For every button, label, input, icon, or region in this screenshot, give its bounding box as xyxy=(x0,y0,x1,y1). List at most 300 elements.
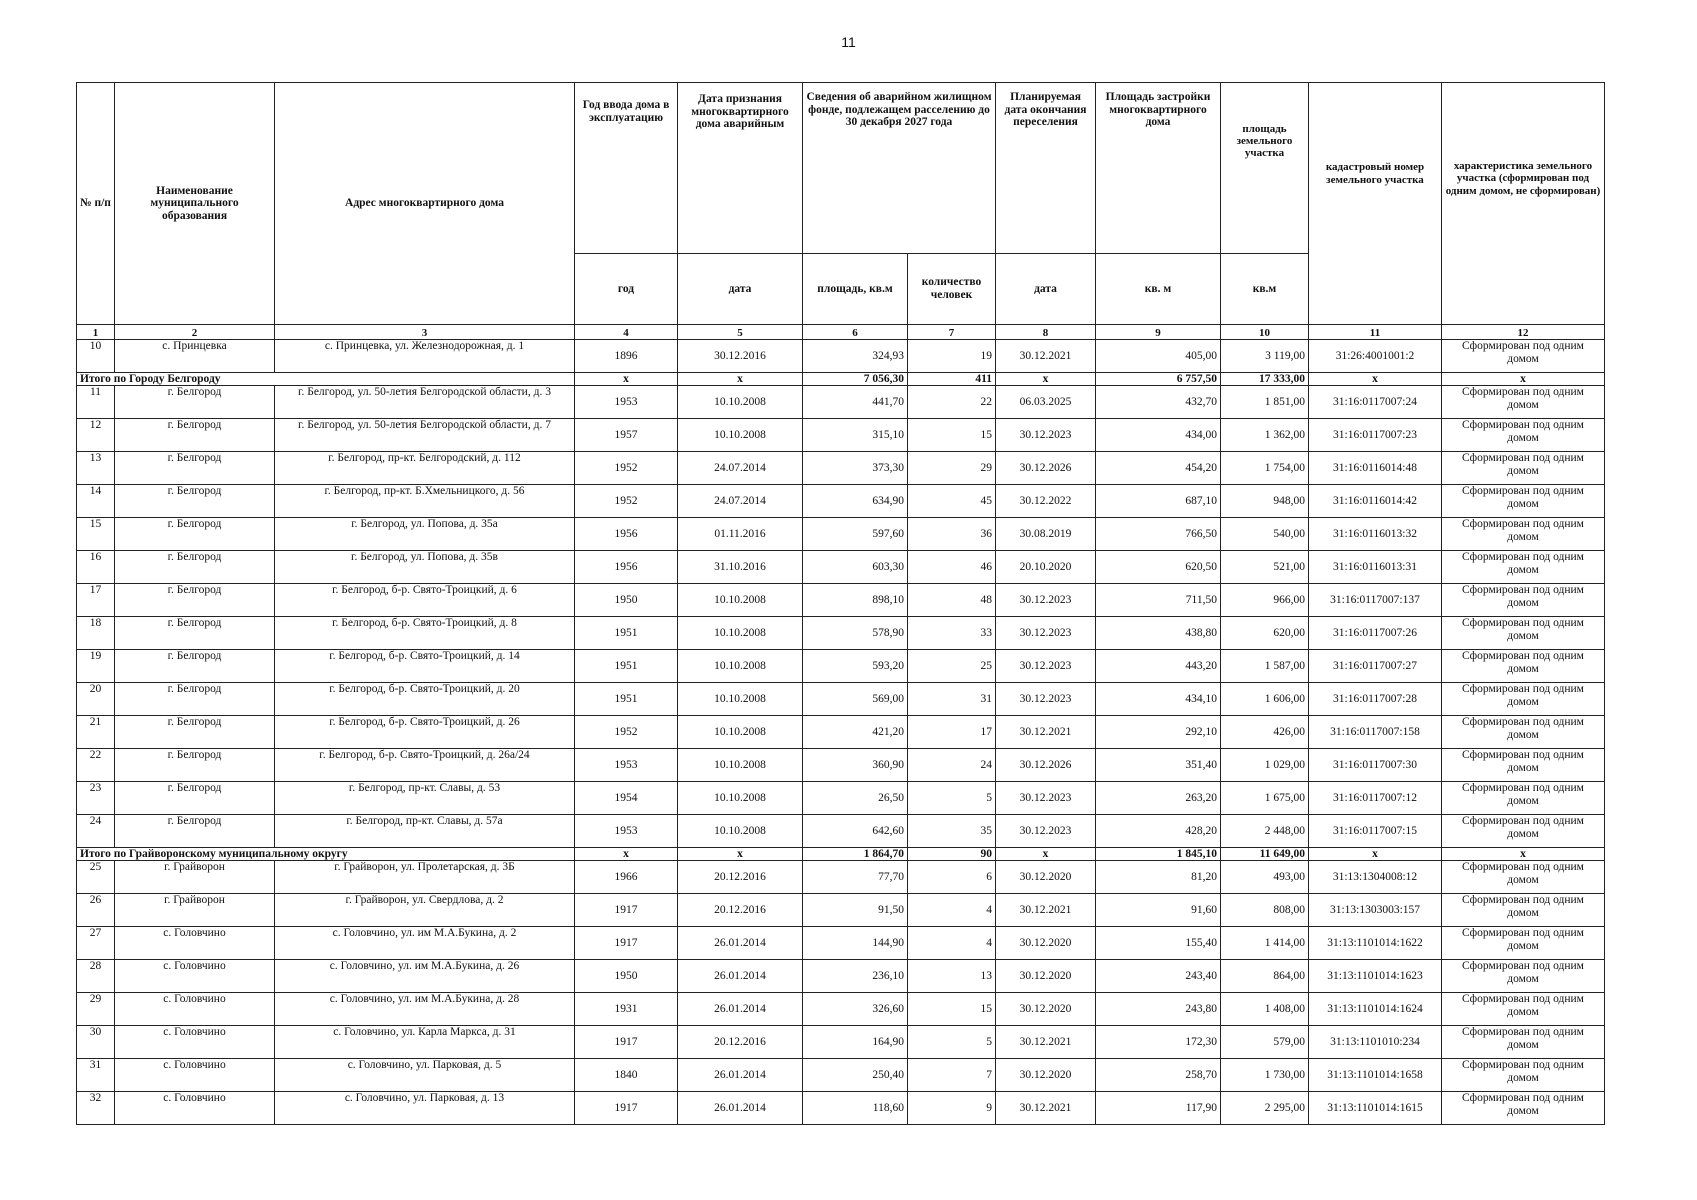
cell-characteristic: Сформирован под одним домом xyxy=(1442,815,1605,848)
column-number: 4 xyxy=(575,325,678,340)
cell-people: 31 xyxy=(908,683,996,716)
cell-land-area: 808,00 xyxy=(1221,894,1309,927)
column-number: 9 xyxy=(1096,325,1221,340)
cell-year: 1951 xyxy=(575,650,678,683)
cell-municipality: г. Белгород xyxy=(115,815,275,848)
cell-municipality: г. Белгород xyxy=(115,782,275,815)
cell-building-area: 1 845,10 xyxy=(1096,848,1221,861)
cell-municipality: с. Головчино xyxy=(115,1026,275,1059)
cell-address: г. Белгород, ул. Попова, д. 35в xyxy=(275,551,575,584)
cell-address: с. Головчино, ул. Карла Маркса, д. 31 xyxy=(275,1026,575,1059)
cell-people: 411 xyxy=(908,373,996,386)
cell-building-area: 620,50 xyxy=(1096,551,1221,584)
cell-address: г. Грайворон, ул. Пролетарская, д. 3Б xyxy=(275,861,575,894)
cell-year: 1951 xyxy=(575,683,678,716)
cell-recognition-date: 26.01.2014 xyxy=(678,1092,803,1125)
cell-people: 36 xyxy=(908,518,996,551)
cell-address: с. Принцевка, ул. Железнодорожная, д. 1 xyxy=(275,340,575,373)
cell-num: 16 xyxy=(77,551,115,584)
cell-characteristic: Сформирован под одним домом xyxy=(1442,485,1605,518)
cell-planned-date: 30.12.2020 xyxy=(996,960,1096,993)
cell-building-area: 428,20 xyxy=(1096,815,1221,848)
table-row xyxy=(77,419,1605,452)
cell-planned-date: 30.12.2020 xyxy=(996,1059,1096,1092)
cell-cadastral: 31:13:1101014:1622 xyxy=(1309,927,1442,960)
column-number: 3 xyxy=(275,325,575,340)
cell-area: 77,70 xyxy=(803,861,908,894)
cell-characteristic: Сформирован под одним домом xyxy=(1442,617,1605,650)
cell-planned-date: 06.03.2025 xyxy=(996,386,1096,419)
cell-num: 30 xyxy=(77,1026,115,1059)
cell-address: г. Белгород, б-р. Свято-Троицкий, д. 8 xyxy=(275,617,575,650)
cell-cadastral: 31:16:0117007:26 xyxy=(1309,617,1442,650)
cell-building-area: 172,30 xyxy=(1096,1026,1221,1059)
cell-planned-date: 30.12.2021 xyxy=(996,894,1096,927)
cell-municipality: г. Белгород xyxy=(115,518,275,551)
cell-land-area: 1 029,00 xyxy=(1221,749,1309,782)
cell-address: г. Белгород, б-р. Свято-Троицкий, д. 20 xyxy=(275,683,575,716)
cell-area: 91,50 xyxy=(803,894,908,927)
cell-people: 5 xyxy=(908,1026,996,1059)
column-number-row xyxy=(77,325,1605,340)
cell-cadastral: 31:16:0117007:158 xyxy=(1309,716,1442,749)
header-recognition-date: Дата признания многоквартирного дома аварийным xyxy=(678,83,803,254)
cell-building-area: 258,70 xyxy=(1096,1059,1221,1092)
cell-land-area: 521,00 xyxy=(1221,551,1309,584)
cell-area: 315,10 xyxy=(803,419,908,452)
cell-people: 46 xyxy=(908,551,996,584)
column-number: 10 xyxy=(1221,325,1309,340)
cell-building-area: 351,40 xyxy=(1096,749,1221,782)
cell-planned-date: х xyxy=(996,848,1096,861)
cell-characteristic: Сформирован под одним домом xyxy=(1442,1059,1605,1092)
cell-area: 7 056,30 xyxy=(803,373,908,386)
page-number: 11 xyxy=(841,34,856,50)
cell-year: 1896 xyxy=(575,340,678,373)
cell-recognition-date: 10.10.2008 xyxy=(678,419,803,452)
cell-land-area: 579,00 xyxy=(1221,1026,1309,1059)
cell-people: 7 xyxy=(908,1059,996,1092)
cell-num: 15 xyxy=(77,518,115,551)
cell-planned-date: 30.12.2023 xyxy=(996,683,1096,716)
cell-characteristic: Сформирован под одним домом xyxy=(1442,386,1605,419)
cell-cadastral: 31:16:0117007:27 xyxy=(1309,650,1442,683)
cell-year: х xyxy=(575,848,678,861)
subheader-building-unit: кв. м xyxy=(1096,254,1221,325)
cell-area: 569,00 xyxy=(803,683,908,716)
cell-cadastral: 31:13:1303003:157 xyxy=(1309,894,1442,927)
header-year-built: Год ввода дома в эксплуатацию xyxy=(575,83,678,254)
cell-num: 24 xyxy=(77,815,115,848)
subheader-people: количество человек xyxy=(908,254,996,325)
table-row xyxy=(77,485,1605,518)
cell-num: 29 xyxy=(77,993,115,1026)
cell-year: 1956 xyxy=(575,518,678,551)
header-emergency-fund: Сведения об аварийном жилищном фонде, подлежащем расселению до 30 декабря 2027 года xyxy=(803,83,996,254)
cell-characteristic: Сформирован под одним домом xyxy=(1442,894,1605,927)
cell-area: 642,60 xyxy=(803,815,908,848)
cell-land-area: 2 448,00 xyxy=(1221,815,1309,848)
cell-characteristic: Сформирован под одним домом xyxy=(1442,861,1605,894)
table-row xyxy=(77,716,1605,749)
cell-characteristic: Сформирован под одним домом xyxy=(1442,993,1605,1026)
cell-building-area: 438,80 xyxy=(1096,617,1221,650)
cell-people: 25 xyxy=(908,650,996,683)
header-characteristic: характеристика земельного участка (сформирован под одним домом, не сформирован) xyxy=(1442,83,1605,325)
cell-building-area: 434,10 xyxy=(1096,683,1221,716)
cell-land-area: 1 414,00 xyxy=(1221,927,1309,960)
cell-recognition-date: 10.10.2008 xyxy=(678,584,803,617)
cell-people: 9 xyxy=(908,1092,996,1125)
cell-cadastral: 31:16:0117007:28 xyxy=(1309,683,1442,716)
subtotal-row xyxy=(77,373,1605,386)
cell-building-area: 243,40 xyxy=(1096,960,1221,993)
column-number: 2 xyxy=(115,325,275,340)
cell-recognition-date: 20.12.2016 xyxy=(678,1026,803,1059)
subheader-date: дата xyxy=(678,254,803,325)
subtotal-row xyxy=(77,848,1605,861)
cell-address: г. Белгород, пр-кт. Славы, д. 53 xyxy=(275,782,575,815)
cell-cadastral: 31:13:1101014:1624 xyxy=(1309,993,1442,1026)
cell-recognition-date: 31.10.2016 xyxy=(678,551,803,584)
cell-address: г. Грайворон, ул. Свердлова, д. 2 xyxy=(275,894,575,927)
cell-municipality: с. Головчино xyxy=(115,927,275,960)
cell-characteristic: Сформирован под одним домом xyxy=(1442,650,1605,683)
cell-municipality: г. Белгород xyxy=(115,584,275,617)
cell-planned-date: 30.08.2019 xyxy=(996,518,1096,551)
cell-area: 324,93 xyxy=(803,340,908,373)
column-number: 11 xyxy=(1309,325,1442,340)
table-row xyxy=(77,1092,1605,1125)
cell-num: 26 xyxy=(77,894,115,927)
table-row xyxy=(77,894,1605,927)
cell-area: 360,90 xyxy=(803,749,908,782)
cell-area: 144,90 xyxy=(803,927,908,960)
cell-num: 32 xyxy=(77,1092,115,1125)
cell-municipality: с. Принцевка xyxy=(115,340,275,373)
column-number: 1 xyxy=(77,325,115,340)
cell-recognition-date: 10.10.2008 xyxy=(678,617,803,650)
cell-people: 22 xyxy=(908,386,996,419)
cell-municipality: г. Белгород xyxy=(115,617,275,650)
cell-planned-date: 30.12.2023 xyxy=(996,617,1096,650)
cell-cadastral: 31:16:0117007:23 xyxy=(1309,419,1442,452)
cell-characteristic: х xyxy=(1442,373,1605,386)
cell-recognition-date: 24.07.2014 xyxy=(678,452,803,485)
cell-area: 421,20 xyxy=(803,716,908,749)
table-row xyxy=(77,782,1605,815)
cell-year: 1957 xyxy=(575,419,678,452)
cell-planned-date: х xyxy=(996,373,1096,386)
cell-area: 603,30 xyxy=(803,551,908,584)
header-cadastral: кадастровый номер земельного участка xyxy=(1309,83,1442,325)
cell-characteristic: Сформирован под одним домом xyxy=(1442,782,1605,815)
cell-address: г. Белгород, пр-кт. Белгородский, д. 112 xyxy=(275,452,575,485)
cell-cadastral: 31:13:1101014:1623 xyxy=(1309,960,1442,993)
cell-people: 5 xyxy=(908,782,996,815)
cell-people: 90 xyxy=(908,848,996,861)
cell-land-area: 1 851,00 xyxy=(1221,386,1309,419)
cell-characteristic: Сформирован под одним домом xyxy=(1442,716,1605,749)
cell-land-area: 1 587,00 xyxy=(1221,650,1309,683)
cell-land-area: 17 333,00 xyxy=(1221,373,1309,386)
cell-municipality: с. Головчино xyxy=(115,960,275,993)
cell-municipality: г. Белгород xyxy=(115,452,275,485)
cell-municipality: г. Белгород xyxy=(115,419,275,452)
cell-year: 1917 xyxy=(575,1092,678,1125)
cell-land-area: 2 295,00 xyxy=(1221,1092,1309,1125)
subtotal-label: Итого по Грайворонскому муниципальному округу xyxy=(77,848,575,861)
cell-num: 11 xyxy=(77,386,115,419)
cell-year: 1952 xyxy=(575,452,678,485)
cell-year: 1953 xyxy=(575,815,678,848)
table-row xyxy=(77,386,1605,419)
cell-area: 898,10 xyxy=(803,584,908,617)
cell-area: 593,20 xyxy=(803,650,908,683)
cell-building-area: 243,80 xyxy=(1096,993,1221,1026)
cell-address: г. Белгород, б-р. Свято-Троицкий, д. 26а/24 xyxy=(275,749,575,782)
cell-characteristic: Сформирован под одним домом xyxy=(1442,960,1605,993)
table-row xyxy=(77,749,1605,782)
cell-num: 25 xyxy=(77,861,115,894)
subheader-year: год xyxy=(575,254,678,325)
subheader-area: площадь, кв.м xyxy=(803,254,908,325)
cell-planned-date: 30.12.2023 xyxy=(996,782,1096,815)
cell-land-area: 540,00 xyxy=(1221,518,1309,551)
cell-land-area: 493,00 xyxy=(1221,861,1309,894)
cell-num: 19 xyxy=(77,650,115,683)
header-num: № п/п xyxy=(77,83,115,325)
cell-people: 15 xyxy=(908,993,996,1026)
table-row xyxy=(77,617,1605,650)
cell-characteristic: Сформирован под одним домом xyxy=(1442,419,1605,452)
cell-cadastral: 31:13:1101014:1615 xyxy=(1309,1092,1442,1125)
cell-municipality: г. Белгород xyxy=(115,485,275,518)
subheader-planned-date: дата xyxy=(996,254,1096,325)
cell-year: 1951 xyxy=(575,617,678,650)
cell-recognition-date: 10.10.2008 xyxy=(678,716,803,749)
cell-building-area: 766,50 xyxy=(1096,518,1221,551)
cell-recognition-date: 10.10.2008 xyxy=(678,650,803,683)
cell-address: г. Белгород, ул. Попова, д. 35а xyxy=(275,518,575,551)
cell-planned-date: 30.12.2020 xyxy=(996,993,1096,1026)
cell-num: 23 xyxy=(77,782,115,815)
column-number: 12 xyxy=(1442,325,1605,340)
cell-people: 33 xyxy=(908,617,996,650)
cell-municipality: с. Головчино xyxy=(115,1092,275,1125)
table-row xyxy=(77,1026,1605,1059)
cell-year: 1917 xyxy=(575,894,678,927)
cell-recognition-date: х xyxy=(678,373,803,386)
cell-year: 1966 xyxy=(575,861,678,894)
cell-building-area: 117,90 xyxy=(1096,1092,1221,1125)
cell-land-area: 11 649,00 xyxy=(1221,848,1309,861)
cell-year: 1917 xyxy=(575,927,678,960)
cell-people: 19 xyxy=(908,340,996,373)
cell-municipality: г. Белгород xyxy=(115,716,275,749)
cell-municipality: с. Головчино xyxy=(115,993,275,1026)
column-number: 6 xyxy=(803,325,908,340)
cell-year: 1952 xyxy=(575,716,678,749)
cell-address: г. Белгород, пр-кт. Б.Хмельницкого, д. 56 xyxy=(275,485,575,518)
emergency-housing-table xyxy=(76,82,1605,1125)
cell-recognition-date: 26.01.2014 xyxy=(678,1059,803,1092)
cell-municipality: г. Белгород xyxy=(115,650,275,683)
cell-people: 45 xyxy=(908,485,996,518)
cell-address: с. Головчино, ул. Парковая, д. 13 xyxy=(275,1092,575,1125)
cell-municipality: с. Головчино xyxy=(115,1059,275,1092)
cell-cadastral: 31:13:1101014:1658 xyxy=(1309,1059,1442,1092)
header-building-area: Площадь застройки многоквартирного дома xyxy=(1096,83,1221,254)
cell-address: г. Белгород, ул. 50-летия Белгородской области, д. 3 xyxy=(275,386,575,419)
cell-characteristic: Сформирован под одним домом xyxy=(1442,518,1605,551)
cell-characteristic: Сформирован под одним домом xyxy=(1442,452,1605,485)
cell-people: 15 xyxy=(908,419,996,452)
cell-people: 13 xyxy=(908,960,996,993)
cell-people: 35 xyxy=(908,815,996,848)
cell-area: 250,40 xyxy=(803,1059,908,1092)
cell-year: 1952 xyxy=(575,485,678,518)
cell-characteristic: Сформирован под одним домом xyxy=(1442,340,1605,373)
cell-year: 1953 xyxy=(575,749,678,782)
cell-address: г. Белгород, б-р. Свято-Троицкий, д. 6 xyxy=(275,584,575,617)
cell-num: 31 xyxy=(77,1059,115,1092)
cell-planned-date: 30.12.2022 xyxy=(996,485,1096,518)
cell-planned-date: 30.12.2020 xyxy=(996,927,1096,960)
cell-municipality: г. Белгород xyxy=(115,683,275,716)
cell-cadastral: х xyxy=(1309,373,1442,386)
cell-building-area: 454,20 xyxy=(1096,452,1221,485)
cell-num: 13 xyxy=(77,452,115,485)
cell-planned-date: 30.12.2023 xyxy=(996,584,1096,617)
cell-area: 236,10 xyxy=(803,960,908,993)
cell-area: 26,50 xyxy=(803,782,908,815)
cell-characteristic: Сформирован под одним домом xyxy=(1442,1092,1605,1125)
cell-characteristic: х xyxy=(1442,848,1605,861)
cell-recognition-date: 10.10.2008 xyxy=(678,683,803,716)
cell-planned-date: 30.12.2021 xyxy=(996,1026,1096,1059)
cell-year: 1956 xyxy=(575,551,678,584)
cell-year: х xyxy=(575,373,678,386)
cell-num: 10 xyxy=(77,340,115,373)
cell-recognition-date: 10.10.2008 xyxy=(678,386,803,419)
cell-planned-date: 30.12.2021 xyxy=(996,340,1096,373)
header-land-area: площадь земельного участка xyxy=(1221,83,1309,254)
table-row xyxy=(77,1059,1605,1092)
cell-area: 164,90 xyxy=(803,1026,908,1059)
cell-num: 20 xyxy=(77,683,115,716)
cell-land-area: 1 362,00 xyxy=(1221,419,1309,452)
cell-address: с. Головчино, ул. Парковая, д. 5 xyxy=(275,1059,575,1092)
cell-people: 6 xyxy=(908,861,996,894)
cell-cadastral: 31:16:0117007:12 xyxy=(1309,782,1442,815)
cell-recognition-date: 20.12.2016 xyxy=(678,861,803,894)
cell-cadastral: 31:16:0117007:15 xyxy=(1309,815,1442,848)
cell-people: 48 xyxy=(908,584,996,617)
column-number: 5 xyxy=(678,325,803,340)
cell-num: 18 xyxy=(77,617,115,650)
cell-num: 21 xyxy=(77,716,115,749)
cell-address: с. Головчино, ул. им М.А.Букина, д. 26 xyxy=(275,960,575,993)
table-row xyxy=(77,340,1605,373)
cell-municipality: г. Грайворон xyxy=(115,894,275,927)
cell-building-area: 91,60 xyxy=(1096,894,1221,927)
cell-recognition-date: 10.10.2008 xyxy=(678,815,803,848)
cell-characteristic: Сформирован под одним домом xyxy=(1442,683,1605,716)
cell-cadastral: 31:16:0117007:137 xyxy=(1309,584,1442,617)
cell-num: 17 xyxy=(77,584,115,617)
table-row xyxy=(77,815,1605,848)
cell-area: 1 864,70 xyxy=(803,848,908,861)
cell-people: 17 xyxy=(908,716,996,749)
cell-cadastral: 31:16:0116014:48 xyxy=(1309,452,1442,485)
cell-address: г. Белгород, б-р. Свято-Троицкий, д. 14 xyxy=(275,650,575,683)
cell-area: 578,90 xyxy=(803,617,908,650)
cell-planned-date: 30.12.2023 xyxy=(996,419,1096,452)
cell-cadastral: х xyxy=(1309,848,1442,861)
cell-planned-date: 30.12.2023 xyxy=(996,650,1096,683)
cell-people: 29 xyxy=(908,452,996,485)
cell-planned-date: 30.12.2021 xyxy=(996,1092,1096,1125)
table-row xyxy=(77,584,1605,617)
cell-land-area: 1 675,00 xyxy=(1221,782,1309,815)
cell-recognition-date: х xyxy=(678,848,803,861)
cell-area: 441,70 xyxy=(803,386,908,419)
cell-land-area: 1 754,00 xyxy=(1221,452,1309,485)
cell-characteristic: Сформирован под одним домом xyxy=(1442,1026,1605,1059)
cell-land-area: 864,00 xyxy=(1221,960,1309,993)
cell-year: 1954 xyxy=(575,782,678,815)
cell-characteristic: Сформирован под одним домом xyxy=(1442,927,1605,960)
cell-area: 373,30 xyxy=(803,452,908,485)
cell-cadastral: 31:16:0116013:32 xyxy=(1309,518,1442,551)
cell-municipality: г. Белгород xyxy=(115,551,275,584)
cell-num: 14 xyxy=(77,485,115,518)
cell-cadastral: 31:26:4001001:2 xyxy=(1309,340,1442,373)
table-header xyxy=(77,83,1605,340)
cell-year: 1953 xyxy=(575,386,678,419)
cell-planned-date: 30.12.2026 xyxy=(996,749,1096,782)
cell-land-area: 1 730,00 xyxy=(1221,1059,1309,1092)
cell-planned-date: 30.12.2023 xyxy=(996,815,1096,848)
subheader-land-unit: кв.м xyxy=(1221,254,1309,325)
cell-address: г. Белгород, б-р. Свято-Троицкий, д. 26 xyxy=(275,716,575,749)
cell-cadastral: 31:16:0117007:30 xyxy=(1309,749,1442,782)
cell-area: 326,60 xyxy=(803,993,908,1026)
cell-area: 634,90 xyxy=(803,485,908,518)
cell-planned-date: 20.10.2020 xyxy=(996,551,1096,584)
cell-cadastral: 31:16:0116013:31 xyxy=(1309,551,1442,584)
cell-year: 1931 xyxy=(575,993,678,1026)
table-row xyxy=(77,452,1605,485)
cell-recognition-date: 20.12.2016 xyxy=(678,894,803,927)
cell-year: 1917 xyxy=(575,1026,678,1059)
cell-recognition-date: 26.01.2014 xyxy=(678,960,803,993)
cell-characteristic: Сформирован под одним домом xyxy=(1442,749,1605,782)
cell-num: 28 xyxy=(77,960,115,993)
cell-address: с. Головчино, ул. им М.А.Букина, д. 28 xyxy=(275,993,575,1026)
cell-building-area: 432,70 xyxy=(1096,386,1221,419)
cell-building-area: 405,00 xyxy=(1096,340,1221,373)
cell-recognition-date: 10.10.2008 xyxy=(678,749,803,782)
cell-recognition-date: 26.01.2014 xyxy=(678,927,803,960)
cell-land-area: 948,00 xyxy=(1221,485,1309,518)
cell-recognition-date: 10.10.2008 xyxy=(678,782,803,815)
cell-recognition-date: 26.01.2014 xyxy=(678,993,803,1026)
cell-municipality: г. Грайворон xyxy=(115,861,275,894)
table-row xyxy=(77,993,1605,1026)
cell-municipality: г. Белгород xyxy=(115,749,275,782)
